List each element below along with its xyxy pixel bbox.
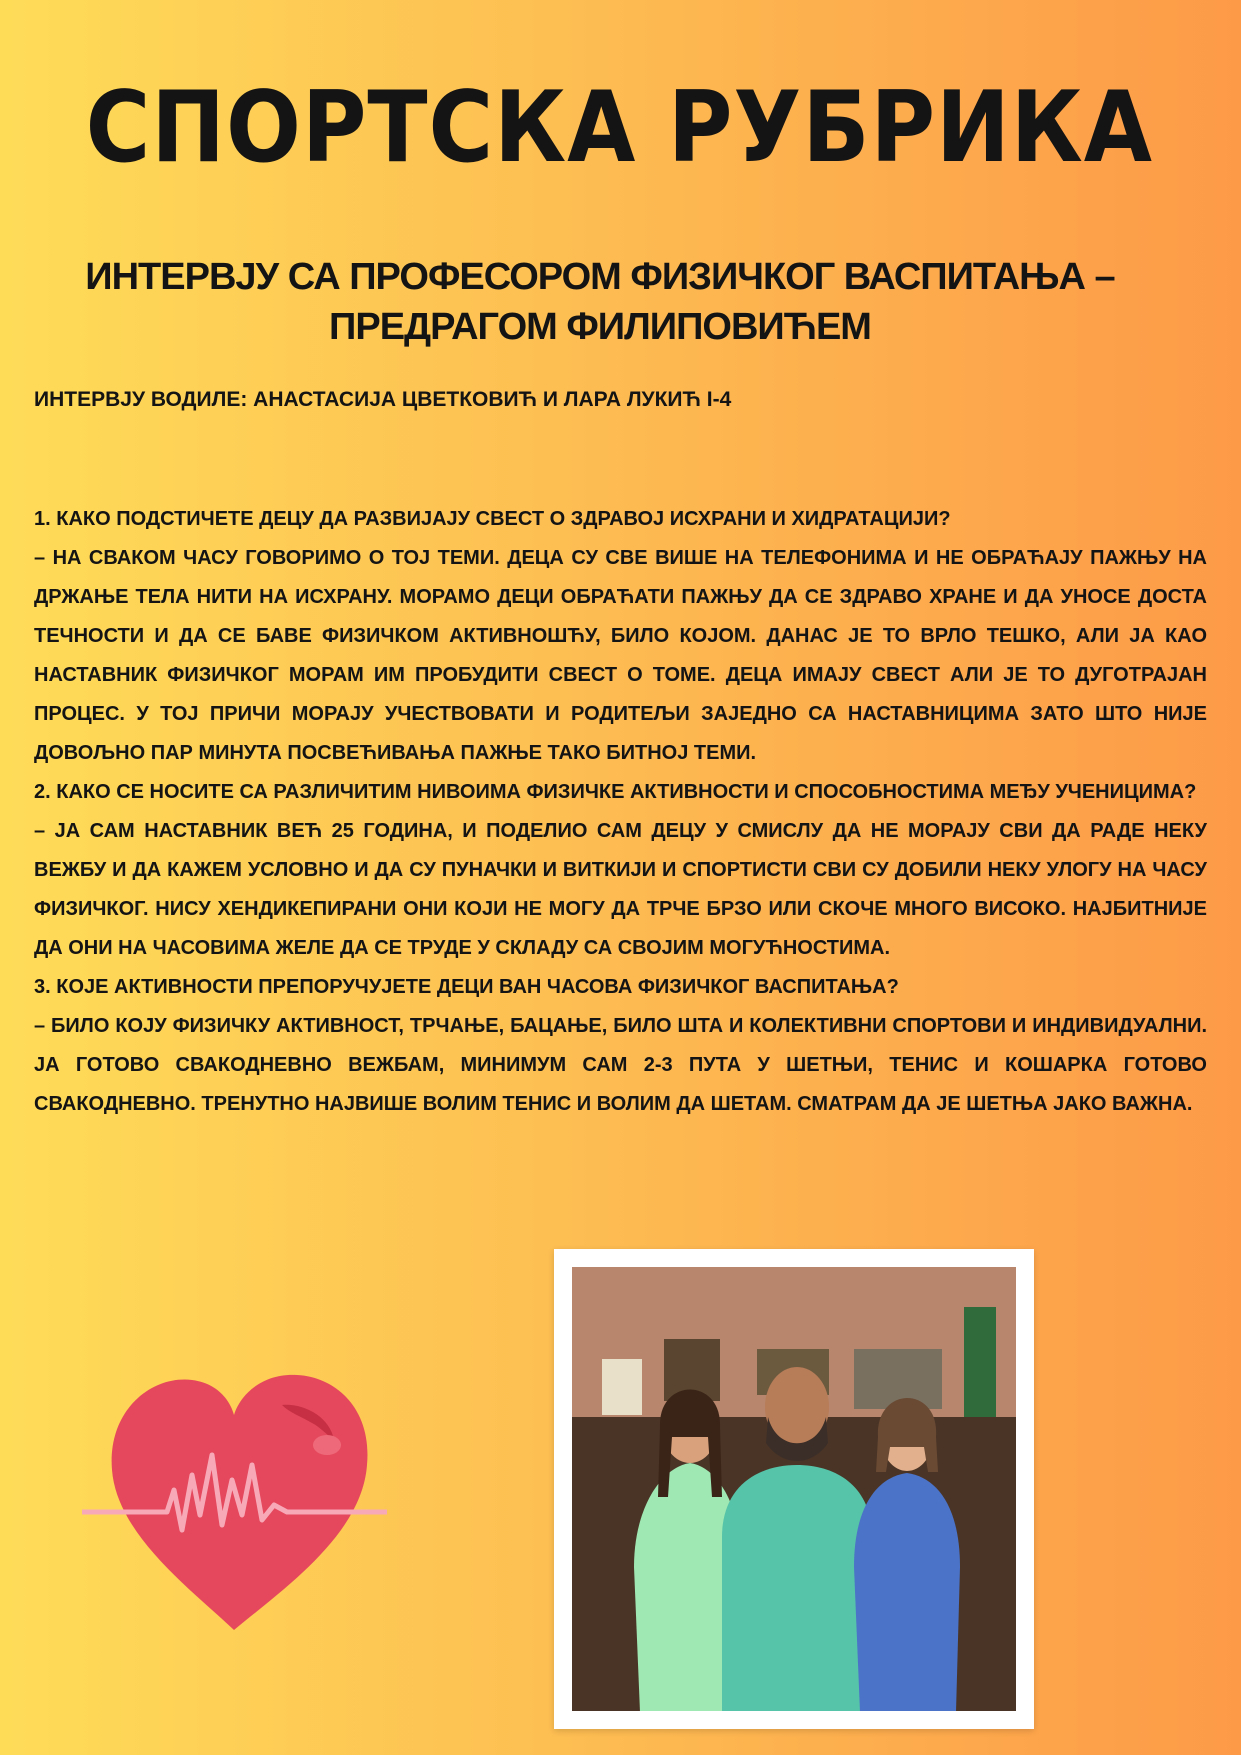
interview-photo (572, 1267, 1016, 1711)
question-2: 2. КАКО СЕ НОСИТЕ СА РАЗЛИЧИТИМ НИВОИМА ФИЗИЧКЕ АКТИВНОСТИ И СПОСОБНОСТИМА МЕЂУ УЧЕНИЦИМА? (34, 781, 1197, 803)
answer-3: – БИЛО КОЈУ ФИЗИЧКУ АКТИВНОСТ, ТРЧАЊЕ, БАЦАЊЕ, БИЛО ШТА И КОЛЕКТИВНИ СПОРТОВИ И ИНДИВИДУАЛНИ. ЈА ГОТОВО СВАКОДНЕВНО ВЕЖБАМ, МИНИМУМ САМ 2-3 ПУТА У ШЕТЊИ, ТЕНИС И КОШАРКА ГОТОВО СВАКОДНЕВНО. ТРЕНУТНО НАЈВИШЕ ВОЛИМ ТЕНИС И ВОЛИМ ДА ШЕТАМ. СМАТРАМ ДА ЈЕ ШЕТЊА ЈАКО ВАЖНА. (34, 1015, 1207, 1115)
photo-frame-left (602, 1359, 642, 1415)
heart-shine (313, 1435, 341, 1455)
page-title: СПОРТСКА РУБРИКА (85, 71, 1153, 185)
answer-1: – НА СВАКОМ ЧАСУ ГОВОРИМО О ТОЈ ТЕМИ. ДЕЦА СУ СВЕ ВИШЕ НА ТЕЛЕФОНИМА И НЕ ОБРАЋАЈУ ПАЖЊУ НА ДРЖАЊЕ ТЕЛА НИТИ НА ИСХРАНУ. МОРАМО ДЕЦИ ОБРАЋАТИ ПАЖЊУ ДА СЕ ЗДРАВО ХРАНЕ И ДА УНОСЕ ДОСТА ТЕЧНОСТИ И ДА СЕ БАВЕ ФИЗИЧКОМ АКТИВНОШЋУ, БИЛО КОЈОМ. ДАНАС ЈЕ ТО ВРЛО ТЕШКО, АЛИ ЈА КАО НАСТАВНИК ФИЗИЧКОГ МОРАМ ИМ ПРОБУДИТИ СВЕСТ О ТОМЕ. ДЕЦА ИМАЈУ СВЕСТ АЛИ ЈЕ ТО ДУГОТРАЈАН ПРОЦЕС. У ТОЈ ПРИЧИ МОРАЈУ УЧЕСТВОВАТИ И РОДИТЕЉИ ЗАЈЕДНО СА НАСТАВНИЦИМА ЗАТО ШТО НИЈЕ ДОВОЉНО ПАР МИНУТА ПОСВЕЋИВАЊА ПАЖЊЕ ТАКО БИТНОЈ ТЕМИ. (34, 547, 1207, 764)
photo-frame (554, 1249, 1034, 1729)
question-3: 3. КОЈЕ АКТИВНОСТИ ПРЕПОРУЧУЈЕТЕ ДЕЦИ ВАН ЧАСОВА ФИЗИЧКОГ ВАСПИТАЊА? (34, 976, 899, 998)
subtitle-line-2: ПРЕДРАГОМ ФИЛИПОВИЋЕМ (329, 306, 871, 348)
subtitle-line-1: ИНТЕРВЈУ СА ПРОФЕСОРОМ ФИЗИЧКОГ ВАСПИТАЊА – (85, 256, 1115, 298)
interview-subtitle (30, 252, 1170, 352)
heart-pulse-icon (82, 1365, 387, 1635)
photo-green-plaque (964, 1307, 996, 1417)
answer-2: – ЈА САМ НАСТАВНИК ВЕЋ 25 ГОДИНА, И ПОДЕЛИО САМ ДЕЦУ У СМИСЛУ ДА НЕ МОРАЈУ СВИ ДА РАДЕ НЕКУ ВЕЖБУ И ДА КАЖЕМ УСЛОВНО И ДА СУ ПУНАЧКИ И ВИТКИЈИ И СПОРТИСТИ СВИ СУ ДОБИЛИ НЕКУ УЛОГУ НА ЧАСУ ФИЗИЧКОГ. НИСУ ХЕНДИКЕПИРАНИ ОНИ КОЈИ НЕ МОГУ ДА ТРЧЕ БРЗО ИЛИ СКОЧЕ МНОГО ВИСОКО. НАЈБИТНИЈЕ ДА ОНИ НА ЧАСОВИМА ЖЕЛЕ ДА СЕ ТРУДЕ У СКЛАДУ СА СВОЈИМ МОГУЋНОСТИМА. (34, 820, 1207, 959)
interview-body (34, 500, 1207, 1124)
byline: ИНТЕРВЈУ ВОДИЛЕ: АНАСТАСИЈА ЦВЕТКОВИЋ И ЛАРА ЛУКИЋ I-4 (34, 388, 732, 411)
question-1: 1. КАКО ПОДСТИЧЕТЕ ДЕЦУ ДА РАЗВИЈАЈУ СВЕСТ О ЗДРАВОЈ ИСХРАНИ И ХИДРАТАЦИЈИ? (34, 508, 951, 530)
